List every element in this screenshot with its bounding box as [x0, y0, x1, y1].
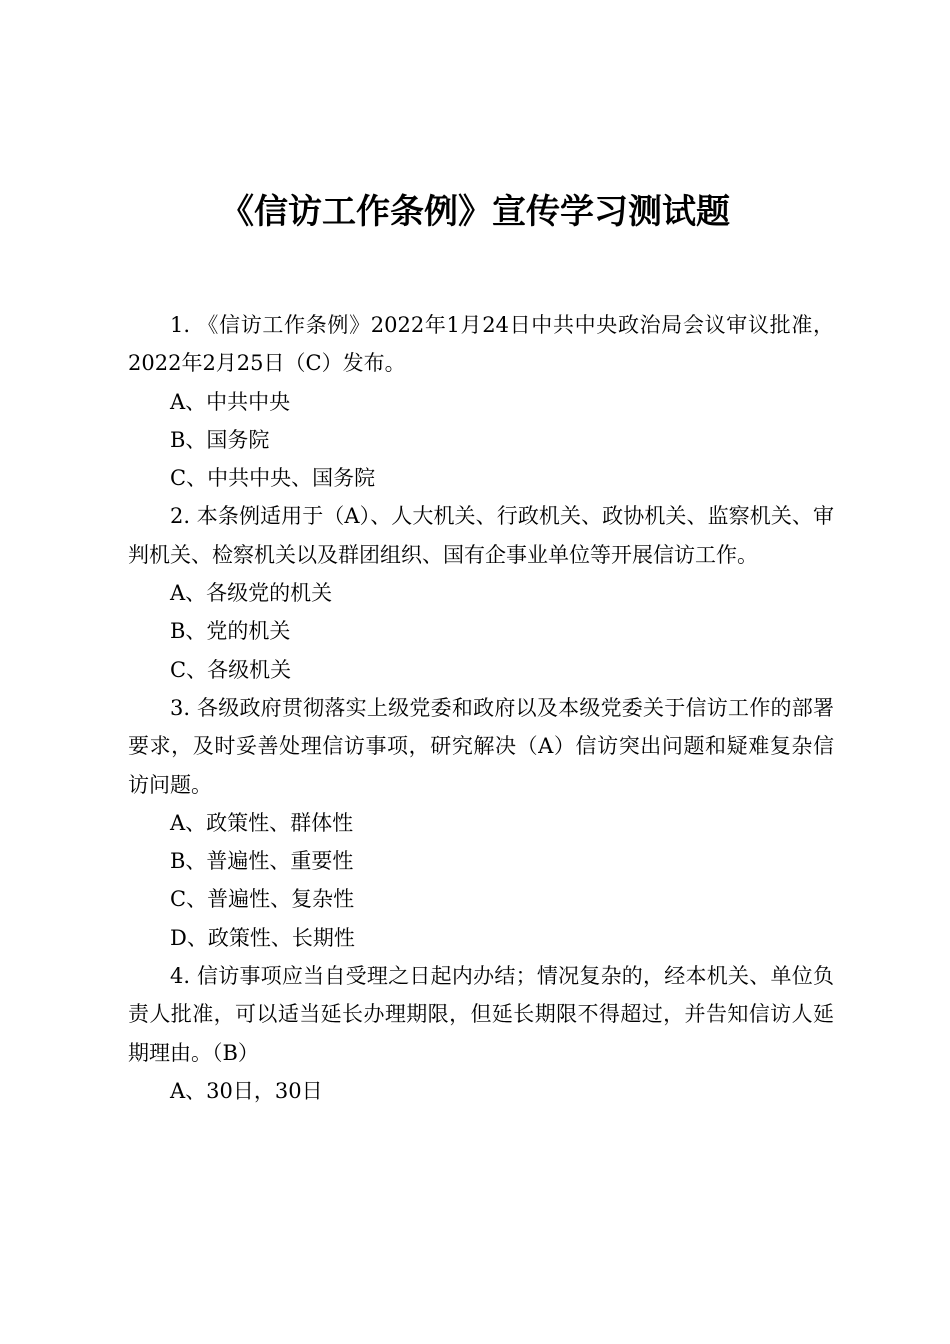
question-4-text: 4. 信访事项应当自受理之日起内办结；情况复杂的，经本机关、单位负责人批准，可以适当延长办理期限，但延长期限不得超过，并告知信访人延期理由。（B） — [128, 964, 834, 1065]
question-3-text: 3. 各级政府贯彻落实上级党委和政府以及本级党委关于信访工作的部署要求，及时妥善处理信访事项，研究解决（A）信访突出问题和疑难复杂信访问题。 — [128, 695, 834, 797]
question-1-option-c: C、中共中央、国务院 — [170, 466, 376, 491]
question-list — [128, 306, 834, 1110]
question-2-option-b: B、党的机关 — [170, 619, 291, 644]
question-1-text: 1. 《信访工作条例》2022年1月24日中共中央政治局会议审议批准，2022年2月25日（C）发布。 — [128, 313, 834, 376]
document-title: 《信访工作条例》宣传学习测试题 — [220, 192, 730, 232]
question-2-option-c: C、各级机关 — [170, 657, 292, 682]
question-1-option-a: A、中共中央 — [170, 389, 291, 414]
question-2-text: 2. 本条例适用于（A）、人大机关、行政机关、政协机关、监察机关、审判机关、检察机关以及群团组织、国有企事业单位等开展信访工作。 — [128, 504, 834, 567]
question-3-option-c: C、普遍性、复杂性 — [170, 887, 355, 912]
question-3-option-d: D、政策性、长期性 — [170, 925, 355, 950]
question-4-option-a: A、30日，30日 — [170, 1078, 323, 1103]
question-3-option-a: A、政策性、群体性 — [170, 810, 354, 835]
question-2-option-a: A、各级党的机关 — [170, 581, 333, 606]
question-3-option-b: B、普遍性、重要性 — [170, 849, 354, 874]
question-1-option-b: B、国务院 — [170, 427, 270, 452]
